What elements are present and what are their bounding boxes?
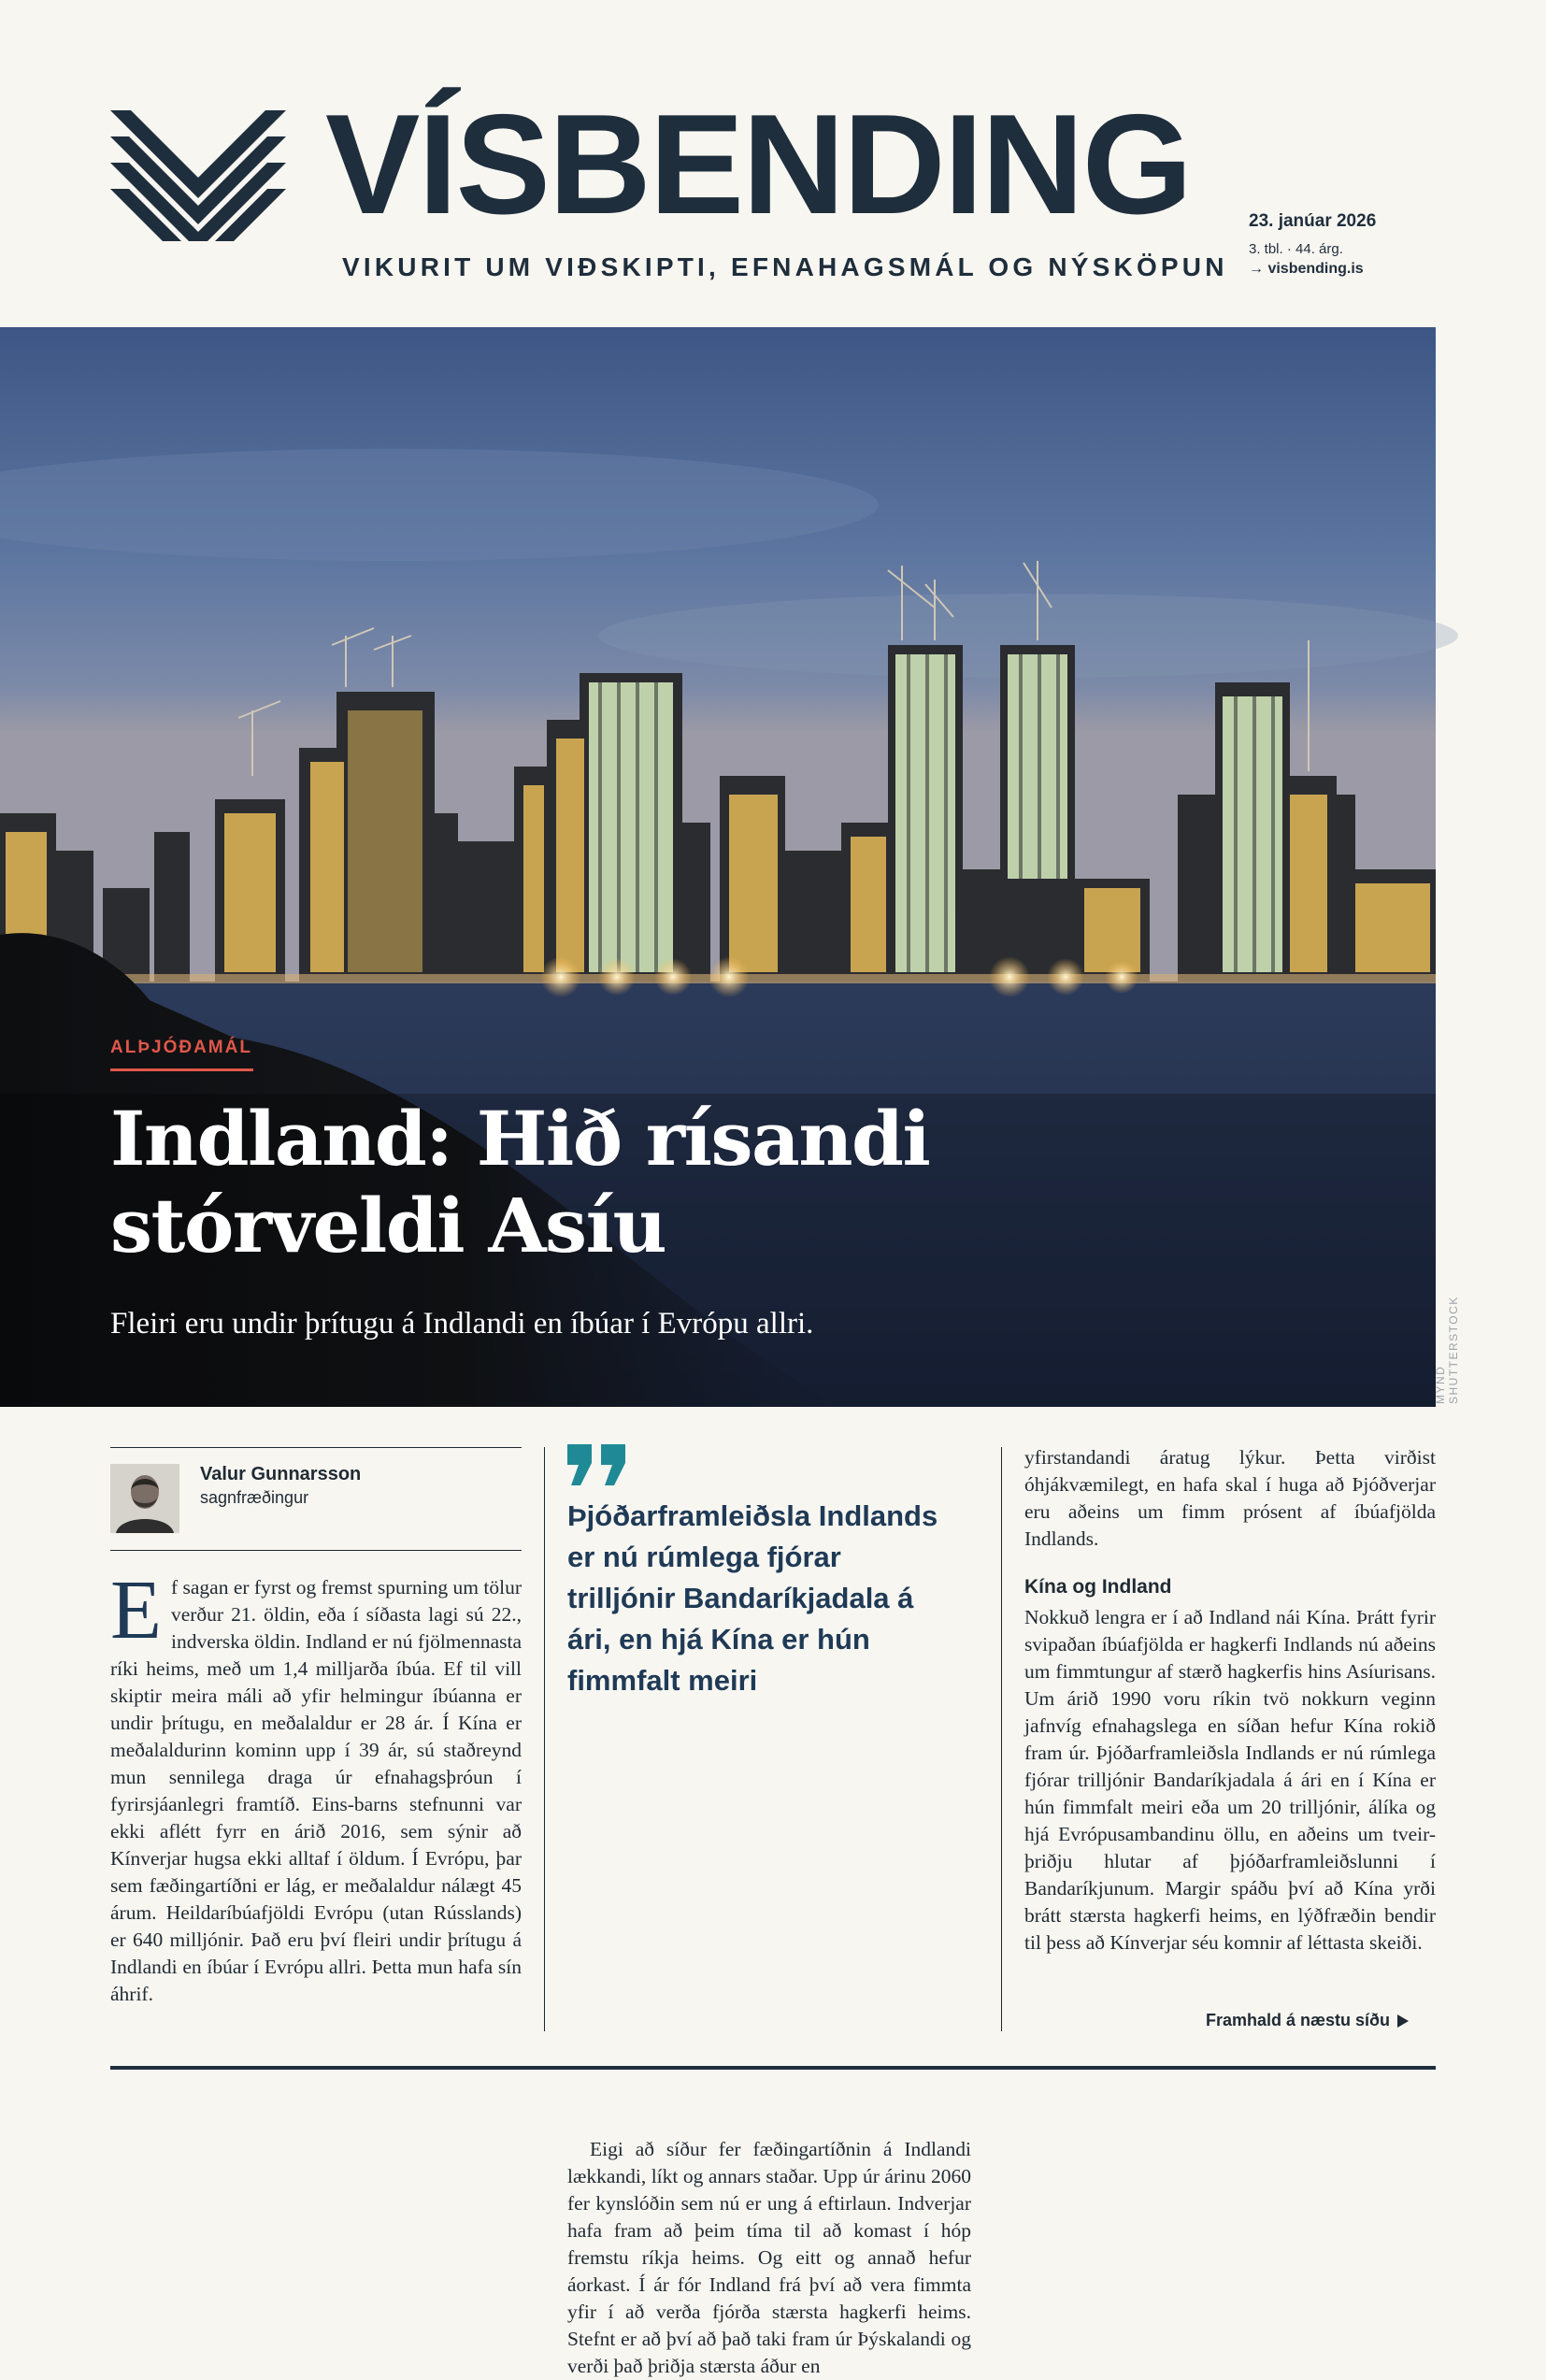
pull-quote: Þjóðarframleiðsla Indlands er nú rúmlega fjórar trilljónir Bandaríkjadala á ári, en hjá Kína er hún fimmfalt meiri [567,1499,938,1697]
column-2-text: Eigi að síður fer fæðingartíðnin á Indlandi lækkandi, líkt og annars staðar. Upp úr árinu 2060 fer kynslóðin sem nú er ung á eftirlaun. Indverjar hafa fram að þeim tíma til að komast í hóp fremstu ríkja heims. Og eitt og annað hefur áorkast. Í ár fór Indland frá því að vera fimmta yfir í að verða fjórða stærsta hagkerfi heims. Stefnt er að því að það taki fram úr Þýskalandi og verði það þriðja stærsta áður en [567,2138,971,2377]
footer-rule [110,2066,1436,2070]
photo-credit: MYND SHUTTERSTOCK [1434,1296,1460,1404]
brand-title: VÍSBENDING [325,85,1191,244]
article-headline [110,1096,1138,1269]
article-column-1 [110,1564,522,2008]
section-label[interactable]: ALÞJÓÐAMÁL [110,1038,252,1057]
continue-link[interactable] [1206,2011,1409,2030]
continue-label: Framhald á næstu síðu [1206,2011,1391,2029]
arrow-right-icon [1397,2014,1409,2028]
headline-line-2: stórveldi Asíu [110,1181,666,1269]
headline-line-1: Indland: Hið rísandi [110,1095,930,1183]
column-divider-2 [1001,1447,1002,2031]
author-role: sagnfræðingur [200,1488,309,1507]
issue-number: 3. tbl. · 44. árg. [1249,241,1343,257]
masthead [110,85,1438,299]
quote-mark-icon [567,1444,629,1485]
author-bottom-rule [110,1550,522,1551]
section-underline [110,1068,253,1071]
article-column-3 [1024,1444,1436,1957]
tagline: VIKURIT UM VIÐSKIPTI, EFNAHAGSMÁL OG NÝSKÖPUN [342,252,1228,281]
author-byline [110,1447,522,1550]
column-divider-1 [544,1447,545,2031]
issue-date: 23. janúar 2026 [1249,211,1377,231]
column-3-text-b: Nokkuð lengra er í að Indland nái Kína. Þrátt fyrir svipaðan íbúafjölda er hagkerfi Indlands nú aðeins um fimmtungur af stærð hagkerfis hins Asíurisans. Um árið 1990 voru ríkin tvö nokkurn veginn jafnvíg efnahagslega en síðan hefur Kína rokið fram úr. Þjóðarframleiðsla Indlands er nú rúmlega fjórar trilljónir Bandaríkjadala á ári en í Kína er hún fimmfalt meiri eða um 20 trilljónir, álíka og hjá Evrópusambandinu öllu, en aðeins um tveir-þriðju hlutar af þjóðarframleiðslunni í Bandaríkjunum. Margir spáðu því að Kína yrði brátt stærsta hagkerfi heims, en lýðfræðin bendir til þess að Kínverjar séu komnir af léttasta skeiði. [1024,1606,1436,1954]
author-avatar [110,1464,179,1533]
section-subheading: Kína og Indland [1024,1576,1172,1598]
column-1-text: f sagan er fyrst og fremst spurning um tölur verður 21. öldin, eða í síðasta lagi sú 22., indverska öldin. Indland er nú fjölmennasta ríki heims, með um 1,4 milljarða íbúa. Ef til vill skiptir meira máli að yfir helmingur íbúanna er undir þrítugu, en meðalaldur er 28 ár. Í Kína er meðalaldurinn kominn upp í 39 ár, sú staðreynd mun sennilega draga úr efnahagsþróun í fyrirsjáanlegri framtíð. Eins-barns stefnunni var ekki aflétt fyrr en árið 2016, sem sýnir að Kínverjar hugsa ekki alltaf í öldum. Í Evrópu, þar sem fæðingartíðni er lág, er meðalaldur nálægt 45 árum. Heildaríbúafjöldi Evrópu (utan Rússlands) er 640 milljónir. Það eru því fleiri undir þrítugu á Indlandi en íbúar í Evrópu allri. Þetta mun hafa sín áhrif. [110,1576,522,2005]
author-name[interactable]: Valur Gunnarsson [200,1464,362,1484]
drop-cap: E [110,1564,162,1656]
issue-info [1249,211,1376,278]
article-subheading: Fleiri eru undir þrítugu á Indlandi en íbúar í Evrópu allri. [110,1307,814,1341]
site-link[interactable]: → visbending.is [1249,261,1364,277]
column-3-text-a: yfirstandandi áratug lýkur. Þetta virðist óhjákvæmilegt, en hafa skal í huga að Þjóðverjar eru aðeins um fimm prósent af íbúafjölda Indlands. [1024,1446,1436,1550]
logo-mark-icon [110,110,286,241]
